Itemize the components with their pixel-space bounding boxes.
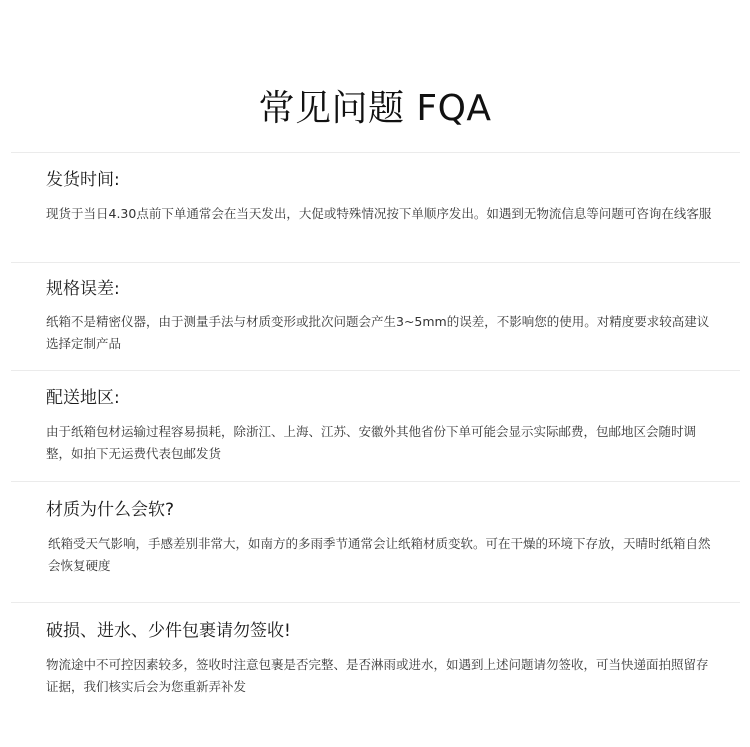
faq-answer-material-soft: 纸箱受天气影响，手感差别非常大，如南方的多雨季节通常会让纸箱材质变软。可在干燥的环境下存放，天晴时纸箱自然会恢复硬度 [48, 536, 711, 573]
faq-question-shipping-time: 发货时间: [46, 170, 120, 190]
faq-question-delivery-area: 配送地区: [46, 388, 120, 408]
faq-answer-shipping-time: 现货于当日4.30点前下单通常会在当天发出，大促或特殊情况按下单顺序发出。如遇到无物流信息等问题可咨询在线客服 [46, 206, 712, 221]
divider [11, 262, 740, 263]
faq-answer-damaged-package: 物流途中不可控因素较多，签收时注意包裹是否完整、是否淋雨或进水，如遇到上述问题请勿签收，可当快递面拍照留存证据，我们核实后会为您重新弄补发 [46, 657, 709, 694]
divider [11, 481, 740, 482]
faq-answer-size-tolerance: 纸箱不是精密仪器，由于测量手法与材质变形或批次问题会产生3~5mm的误差，不影响您的使用。对精度要求较高建议选择定制产品 [46, 314, 710, 351]
divider [11, 152, 740, 153]
faq-question-material-soft: 材质为什么会软? [46, 500, 175, 520]
faq-question-size-tolerance: 规格误差: [46, 279, 120, 299]
divider [11, 602, 740, 603]
faq-question-damaged-package: 破损、进水、少件包裹请勿签收! [46, 621, 291, 641]
divider [11, 370, 740, 371]
faq-answer-delivery-area: 由于纸箱包材运输过程容易损耗，除浙江、上海、江苏、安徽外其他省份下单可能会显示实际邮费，包邮地区会随时调整，如拍下无运费代表包邮发货 [46, 424, 697, 461]
page-title: 常见问题 FQA [258, 88, 492, 130]
